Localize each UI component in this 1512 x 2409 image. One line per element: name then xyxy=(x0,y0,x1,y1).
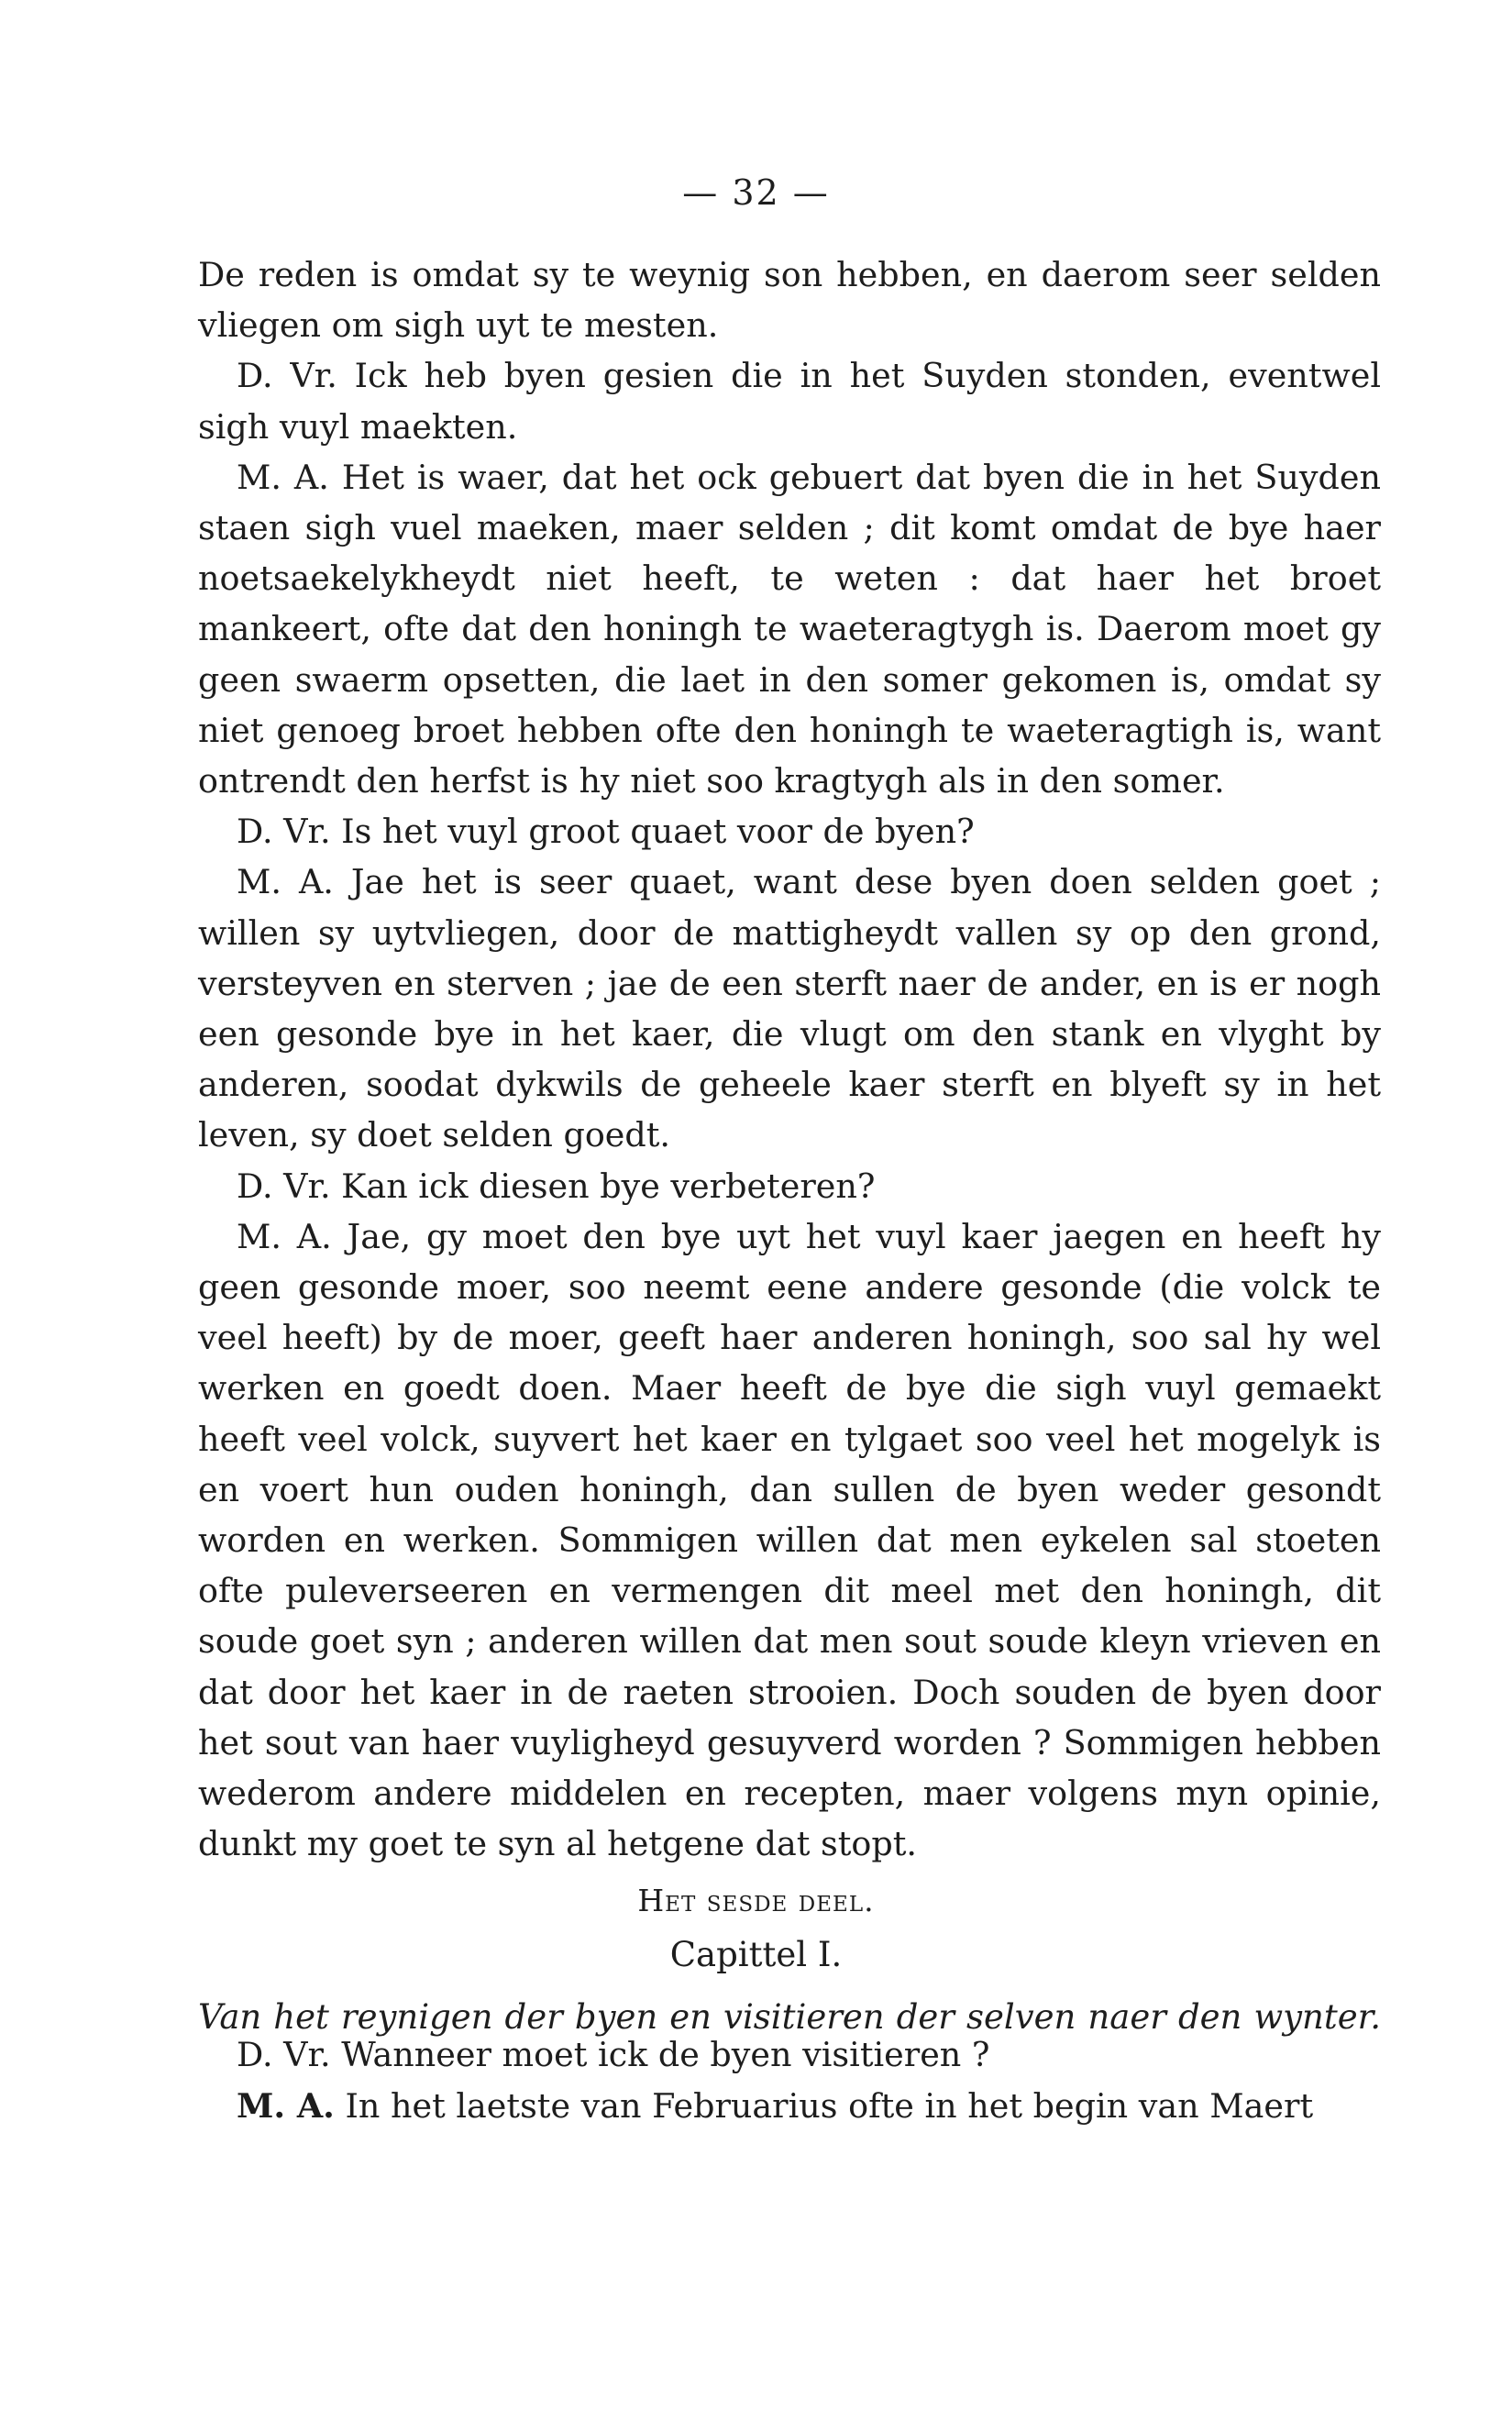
section-deel-heading: Het sesde deel. xyxy=(637,1883,875,1918)
chapter-subtitle: Van het reynigen der byen en visitieren der selven naer den wynter. xyxy=(198,1997,1381,2037)
question-speaker: D. Vr. xyxy=(237,2035,331,2074)
body-text xyxy=(198,249,1381,1870)
question-paragraph xyxy=(198,2029,1381,2081)
paragraph-1: De reden is omdat sy te weynig son hebben, en daerom seer selden vliegen om sigh uyt te mesten. xyxy=(198,255,1381,346)
answer-speaker: M. A. xyxy=(237,2086,335,2126)
closing-text xyxy=(198,2029,1381,2132)
paragraph-3: M. A. Het is waer, dat het ock gebuert dat byen die in het Suyden staen sigh vuel maeken, maer selden ; dit komt omdat de bye haer noetsaekelykheydt niet heeft, te weten : dat haer het broet mankeert, ofte dat den honingh te waeteragtygh is. Daerom moet gy geen swaerm opsetten, die laet in den somer gekomen is, omdat sy niet genoeg broet hebben ofte den honingh te waeteragtigh is, want ontrendt den herfst is hy niet soo kragtygh als in den somer. xyxy=(198,457,1381,801)
answer-text: In het laetste van Februarius ofte in het begin van Maert xyxy=(345,2086,1314,2126)
paragraph-5: M. A. Jae het is seer quaet, want dese byen doen selden goet ; willen sy uytvliegen, door de mattigheydt vallen sy op den grond, versteyven en sterven ; jae de een sterft naer de ander, en is er nogh een gesonde bye in het kaer, die vlugt om den stank en vlyght by anderen, soodat dykwils de geheele kaer sterft en blyeft sy in het leven, sy doet selden goedt. xyxy=(198,862,1381,1155)
paragraph-2: D. Vr. Ick heb byen gesien die in het Suyden stonden, eventwel sigh vuyl maekten. xyxy=(198,356,1381,447)
question-text: Wanneer moet ick de byen visitieren ? xyxy=(341,2035,990,2074)
chapter-heading: Capittel I. xyxy=(669,1935,843,1974)
paragraph-7: M. A. Jae, gy moet den bye uyt het vuyl kaer jaegen en heeft hy geen gesonde moer, soo neemt eene andere gesonde (die volck te veel heeft) by de moer, geeft haer anderen honingh, soo sal hy wel werken en goedt doen. Maer heeft de bye die sigh vuyl gemaekt heeft veel volck, suyvert het kaer en tylgaet soo veel het mogelyk is en voert hun ouden honingh, dan sullen de byen weder gesondt worden en werken. Sommigen willen dat men eykelen sal stoeten ofte puleverseeren en vermengen dit meel met den honingh, dit soude goet syn ; anderen willen dat men sout soude kleyn vrieven en dat door het kaer in de raeten strooien. Doch souden de byen door het sout van haer vuyligheyd gesuyverd worden ? Sommigen hebben wederom andere middelen en recepten, maer volgens myn opinie, dunkt my goet te syn al hetgene dat stopt. xyxy=(198,1216,1381,1864)
page-number: — 32 — xyxy=(682,172,830,213)
answer-paragraph xyxy=(198,2081,1381,2132)
paragraph-4: D. Vr. Is het vuyl groot quaet voor de byen? xyxy=(237,812,975,852)
paragraph-6: D. Vr. Kan ick diesen bye verbeteren? xyxy=(237,1166,876,1206)
